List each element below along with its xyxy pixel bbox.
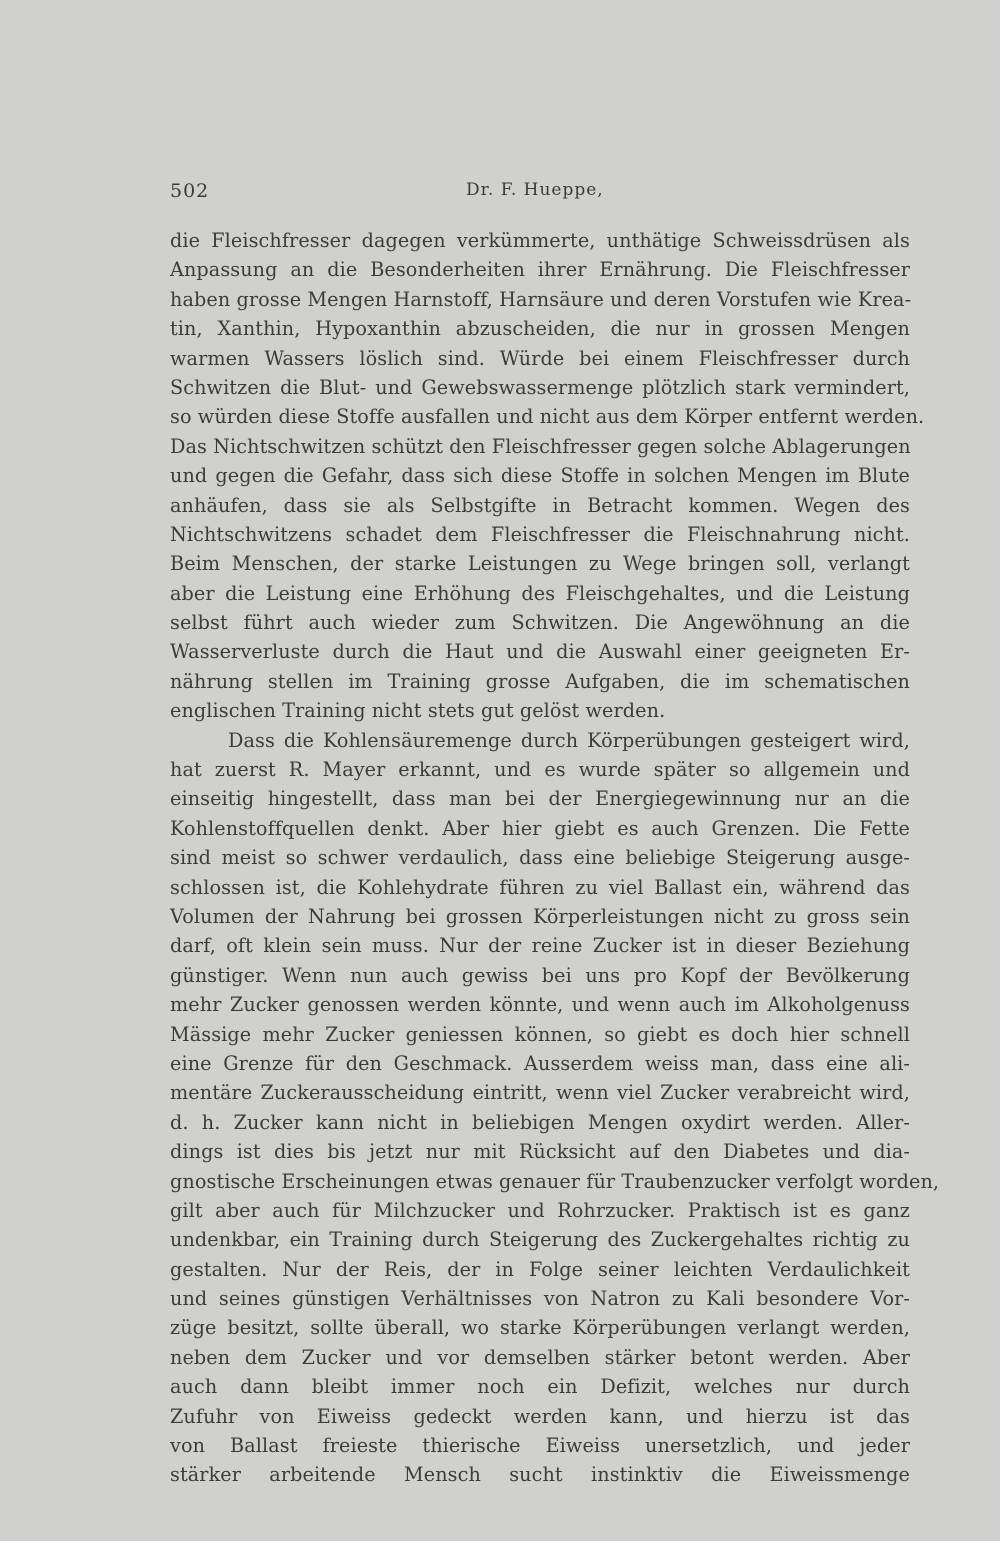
text-line: so würden diese Stoffe ausfallen und nicht aus dem Körper entfernt werden. [170, 405, 925, 429]
page-number: 502 [170, 180, 210, 202]
text-line: selbst führt auch wieder zum Schwitzen. Die Angewöhnung an die [170, 611, 910, 635]
text-line: von Ballast freieste thierische Eiweiss unersetzlich, und jeder [170, 1434, 910, 1458]
text-line: die Fleischfresser dagegen verkümmerte, unthätige Schweissdrüsen als [170, 229, 910, 252]
text-line: mentäre Zuckerausscheidung eintritt, wenn viel Zucker verabreicht wird, [170, 1081, 910, 1105]
text-line: Schwitzen die Blut- und Gewebswassermenge plötzlich stark vermindert, [170, 375, 910, 399]
text-line: einseitig hingestellt, dass man bei der Energiegewinnung nur an die [170, 787, 910, 811]
paragraph-end-line: englischen Training nicht stets gut gelöst werden. [170, 699, 666, 723]
text-line: sind meist so schwer verdaulich, dass eine beliebige Steigerung ausge- [170, 846, 910, 870]
text-line: und gegen die Gefahr, dass sich diese Stoffe in solchen Mengen im Blute [170, 464, 910, 488]
text-line: dings ist dies bis jetzt nur mit Rücksicht auf den Diabetes und dia- [170, 1140, 910, 1164]
text-line: eine Grenze für den Geschmack. Ausserdem weiss man, dass eine ali- [170, 1051, 910, 1075]
text-line: aber die Leistung eine Erhöhung des Fleischgehaltes, und die Leistung [170, 581, 910, 605]
text-line: auch dann bleibt immer noch ein Defizit, welches nur durch [170, 1375, 910, 1399]
text-line: gestalten. Nur der Reis, der in Folge seiner leichten Verdaulichkeit [170, 1257, 910, 1281]
text-line: Nichtschwitzens schadet dem Fleischfresser die Fleischnahrung nicht. [170, 522, 910, 546]
text-line: darf, oft klein sein muss. Nur der reine Zucker ist in dieser Beziehung [170, 934, 910, 958]
text-line: undenkbar, ein Training durch Steigerung des Zuckergehaltes richtig zu [170, 1228, 910, 1252]
text-line: und seines günstigen Verhältnisses von Natron zu Kali besondere Vor- [170, 1287, 910, 1311]
text-line: neben dem Zucker und vor demselben stärker betont werden. Aber [170, 1345, 910, 1369]
running-head: Dr. F. Hueppe, [466, 180, 604, 200]
text-line: Das Nichtschwitzen schützt den Fleischfresser gegen solche Ablagerungen [170, 434, 911, 458]
text-line: nährung stellen im Training grosse Aufgaben, die im schematischen [170, 669, 910, 693]
text-line: Wasserverluste durch die Haut und die Auswahl einer geeigneten Er- [170, 640, 910, 664]
text-line: Beim Menschen, der starke Leistungen zu Wege bringen soll, verlangt [170, 552, 910, 576]
text-line: Mässige mehr Zucker geniessen können, so giebt es doch hier schnell [170, 1022, 910, 1046]
text-line: anhäufen, dass sie als Selbstgifte in Betracht kommen. Wegen des [170, 493, 910, 517]
text-line: d. h. Zucker kann nicht in beliebigen Mengen oxydirt werden. Aller- [170, 1110, 910, 1134]
text-line: warmen Wassers löslich sind. Würde bei einem Fleischfresser durch [170, 346, 910, 370]
paragraph-first-line: Dass die Kohlensäuremenge durch Körperübungen gesteigert wird, [228, 728, 910, 752]
text-line: günstiger. Wenn nun auch gewiss bei uns pro Kopf der Bevölkerung [170, 963, 910, 987]
body-text [170, 226, 940, 1490]
text-line: Volumen der Nahrung bei grossen Körperleistungen nicht zu gross sein [170, 904, 910, 928]
text-line: hat zuerst R. Mayer erkannt, und es wurde später so allgemein und [170, 758, 910, 782]
text-line: mehr Zucker genossen werden könnte, und wenn auch im Alkoholgenuss [170, 993, 910, 1017]
text-line: gnostische Erscheinungen etwas genauer für Traubenzucker verfolgt worden, [170, 1169, 940, 1193]
text-line: Zufuhr von Eiweiss gedeckt werden kann, und hierzu ist das [170, 1404, 910, 1428]
text-line: haben grosse Mengen Harnstoff, Harnsäure und deren Vorstufen wie Krea- [170, 287, 912, 311]
text-line: Anpassung an die Besonderheiten ihrer Ernährung. Die Fleischfresser [170, 258, 910, 282]
text-line: Kohlenstoffquellen denkt. Aber hier giebt es auch Grenzen. Die Fette [170, 816, 910, 840]
text-line: tin, Xanthin, Hypoxanthin abzuscheiden, die nur in grossen Mengen [170, 317, 910, 341]
text-line: züge besitzt, sollte überall, wo starke Körperübungen verlangt werden, [170, 1316, 910, 1340]
text-line: stärker arbeitende Mensch sucht instinktiv die Eiweissmenge [170, 1463, 910, 1487]
text-line: gilt aber auch für Milchzucker und Rohrzucker. Praktisch ist es ganz [170, 1198, 910, 1222]
text-line: schlossen ist, die Kohlehydrate führen zu viel Ballast ein, während das [170, 875, 910, 899]
page-header [170, 180, 910, 210]
